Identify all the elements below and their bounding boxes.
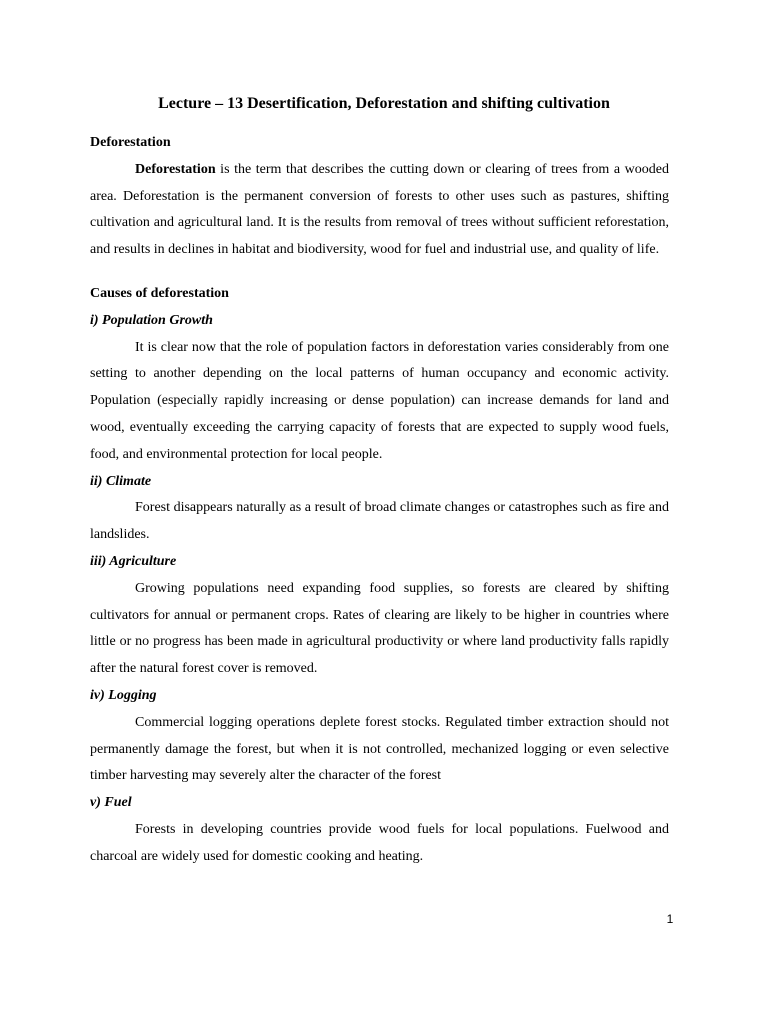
paragraph-population-growth: It is clear now that the role of population factors in deforestation varies considerably from one setting to another depending on the local patterns of human occupancy and economic activity. Population (especially rapidly increasing or dense population) can increase demands for land and wood, eventually exceeding the carrying capacity of forests that are expected to supply wood fuels, food, and environmental protection for local people.: [90, 339, 669, 462]
section-heading-causes: Causes of deforestation: [90, 285, 229, 301]
paragraph-text: is the term that describes the cutting down or clearing of trees from a wooded area. Deforestation is the permanent conversion of forests to other uses such as pastures, shifting cultivation and agricultural land. It is the results from removal of trees without sufficient reforestation, and results in declines in habitat and biodiversity, wood for fuel and industrial use, and quality of life.: [90, 161, 669, 258]
section-heading-deforestation: Deforestation: [90, 135, 171, 150]
paragraph-fuel: Forests in developing countries provide wood fuels for local populations. Fuelwood and charcoal are widely used for domestic cooking and heating.: [90, 821, 669, 864]
subheading-population-growth: i) Population Growth: [90, 312, 213, 328]
subheading-fuel: v) Fuel: [90, 795, 132, 811]
lead-term: Deforestation: [135, 161, 216, 177]
paragraph-climate: Forest disappears naturally as a result of broad climate changes or catastrophes such as fire and landslides.: [90, 500, 669, 543]
subheading-agriculture: iii) Agriculture: [90, 553, 177, 569]
subheading-logging: iv) Logging: [90, 687, 157, 703]
document-body: [90, 130, 669, 871]
subheading-climate: ii) Climate: [90, 473, 152, 489]
section-spacer: [90, 264, 669, 281]
paragraph-deforestation-definition: [90, 157, 669, 264]
paragraph-agriculture: Growing populations need expanding food supplies, so forests are cleared by shifting cultivators for annual or permanent crops. Rates of clearing are likely to be higher in countries where little or no progress has been made in agricultural productivity or where land productivity falls rapidly after the natural forest cover is removed.: [90, 580, 669, 677]
page-title: Lecture – 13 Desertification, Deforestation and shifting cultivation: [158, 95, 610, 112]
page-number: 1: [666, 912, 674, 926]
paragraph-logging: Commercial logging operations deplete forest stocks. Regulated timber extraction should not permanently damage the forest, but when it is not controlled, mechanized logging or even selective timber harvesting may severely alter the character of the forest: [90, 714, 669, 784]
